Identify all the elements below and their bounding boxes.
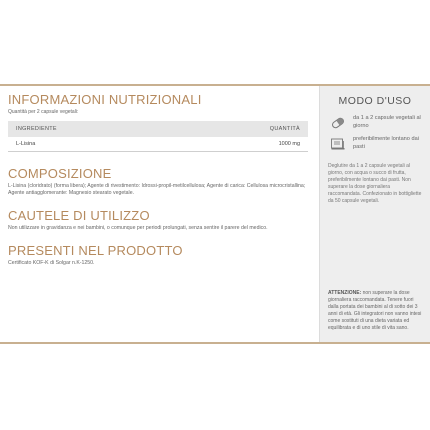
nutrition-table [8, 121, 308, 152]
composition-text: L-Lisina (cloridrato) (forma libera); Agente di rivestimento: Idrossi-propil-metilcellulosa; Agente di carica: Cellulosa microcristallina; Agente antiagglomerante: Magnesio stearato vegetale. [8, 183, 306, 196]
directions-text: Deglutire da 1 a 2 capsule vegetali al giorno, con acqua o succo di frutta, preferibilmente lontano dai pasti. Non superare la dose giornaliera raccomandata. Confezionato in bottigliette da 50 capsule vegetali. [328, 163, 422, 204]
ingredient-cell: L-Lisina [16, 141, 36, 147]
timing-text: preferibilmente lontano dai pasti [353, 136, 419, 150]
meal-icon [330, 137, 346, 151]
usage-sidebar [319, 86, 430, 342]
col-quantity: QUANTITÀ [269, 126, 300, 132]
nutrition-title: INFORMAZIONI NUTRIZIONALI [8, 92, 202, 107]
table-row [8, 137, 308, 152]
col-ingredient: INGREDIENTE [16, 126, 57, 132]
warning-block [320, 290, 430, 332]
present-title: PRESENTI NEL PRODOTTO [8, 243, 183, 258]
composition-title: COMPOSIZIONE [8, 166, 112, 181]
warning-label: ATTENZIONE: [328, 290, 362, 296]
quantity-cell: 1000 mg [278, 141, 300, 147]
capsule-icon [330, 116, 346, 130]
cautions-text: Non utilizzare in gravidanza e nei bambini, o comunque per periodi prolungati, senza sentire il parere del medico. [8, 225, 268, 231]
quantity-note: Quantità per 2 capsule vegetali: [8, 109, 79, 115]
composition-section [8, 166, 316, 197]
dose-text: da 1 a 2 capsule vegetali al giorno [353, 115, 421, 129]
present-text: Certificato KOF-K di Solgar n.K-1250. [8, 260, 95, 266]
cautions-title: CAUTELE DI UTILIZZO [8, 208, 150, 223]
dose-row [320, 115, 430, 130]
usage-title: MODO D'USO [338, 95, 412, 107]
product-info-panel [0, 84, 430, 344]
warning-text: non superare la dose giornaliera raccomandata. Tenere fuori dalla portata dei bambini al di sotto dei 3 anni di età. Gli integratori non vanno intesi come sostituti di una dieta variata ed equilibrata e di uno stile di vita sano. [328, 290, 422, 331]
timing-row [320, 136, 430, 151]
table-header [8, 121, 308, 137]
left-column [8, 92, 316, 267]
cautions-section [8, 208, 316, 232]
present-section [8, 243, 316, 267]
